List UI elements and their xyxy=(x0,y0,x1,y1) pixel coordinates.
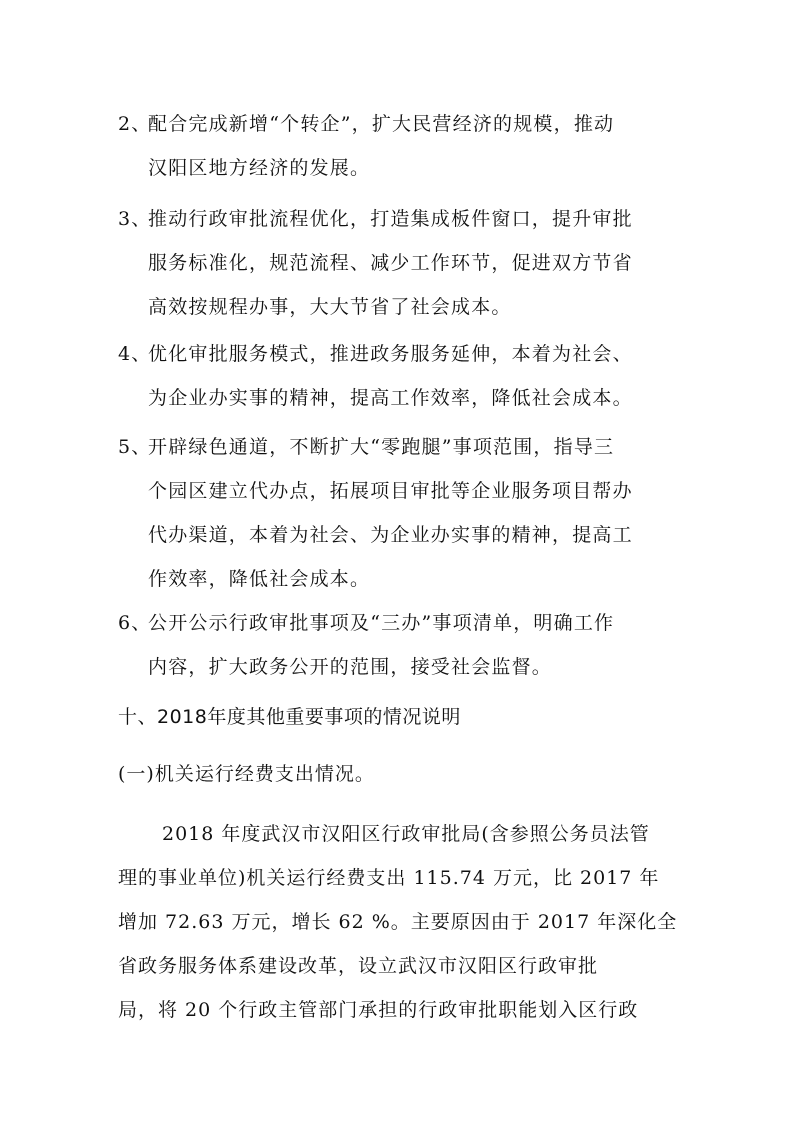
paragraph-line: 局，将 20 个行政主管部门承担的行政审批职能划入区行政 xyxy=(118,999,639,1021)
list-item-line: 作效率，降低社会成本。 xyxy=(148,568,371,590)
section-heading: 十、2018年度其他重要事项的情况说明 xyxy=(118,706,461,728)
list-item-line: 为企业办实事的精神，提高工作效率，降低社会成本。 xyxy=(148,387,633,409)
list-item-number: 5、 xyxy=(118,436,152,458)
list-item-number: 2、 xyxy=(118,113,152,135)
subsection-heading: (一)机关运行经费支出情况。 xyxy=(118,763,375,785)
list-item-line: 内容，扩大政务公开的范围，接受社会监督。 xyxy=(148,656,553,678)
list-item-number: 6、 xyxy=(118,612,152,634)
list-item-line: 个园区建立代办点，拓展项目审批等企业服务项目帮办 xyxy=(148,480,633,502)
list-item-3 xyxy=(118,197,678,329)
list-item-line: 5、开辟绿色通道，不断扩大“零跑腿”事项范围，指导三 xyxy=(118,425,678,469)
list-item-line: 3、推动行政审批流程优化，打造集成板件窗口，提升审批 xyxy=(118,197,678,241)
list-item-5 xyxy=(118,425,678,601)
list-item-line: 代办渠道，本着为社会、为企业办实事的精神，提高工 xyxy=(148,524,633,546)
list-item-line: 汉阳区地方经济的发展。 xyxy=(148,157,371,179)
list-item-line: 2、配合完成新增“个转企”，扩大民营经济的规模，推动 xyxy=(118,102,678,146)
list-item-6 xyxy=(118,601,678,689)
list-item-line: 服务标准化，规范流程、减少工作环节，促进双方节省 xyxy=(148,252,633,274)
list-item-line: 4、优化审批服务模式，推进政务服务延伸，本着为社会、 xyxy=(118,332,678,376)
list-item-line: 6、公开公示行政审批事项及“三办”事项清单，明确工作 xyxy=(118,601,678,645)
paragraph-line: 省政务服务体系建设改革，设立武汉市汉阳区行政审批 xyxy=(118,955,599,977)
paragraph-line: 理的事业单位)机关运行经费支出 115.74 万元，比 2017 年 xyxy=(118,867,660,889)
list-item-number: 3、 xyxy=(118,208,152,230)
body-paragraph xyxy=(118,812,678,1032)
paragraph-line: 2018 年度武汉市汉阳区行政审批局(含参照公务员法管 xyxy=(162,823,650,845)
paragraph-line: 增加 72.63 万元，增长 62 %。主要原因由于 2017 年深化全 xyxy=(118,911,678,933)
list-item-line: 高效按规程办事，大大节省了社会成本。 xyxy=(148,296,512,318)
list-item-2 xyxy=(118,102,678,190)
list-item-4 xyxy=(118,332,678,420)
list-item-number: 4、 xyxy=(118,343,152,365)
